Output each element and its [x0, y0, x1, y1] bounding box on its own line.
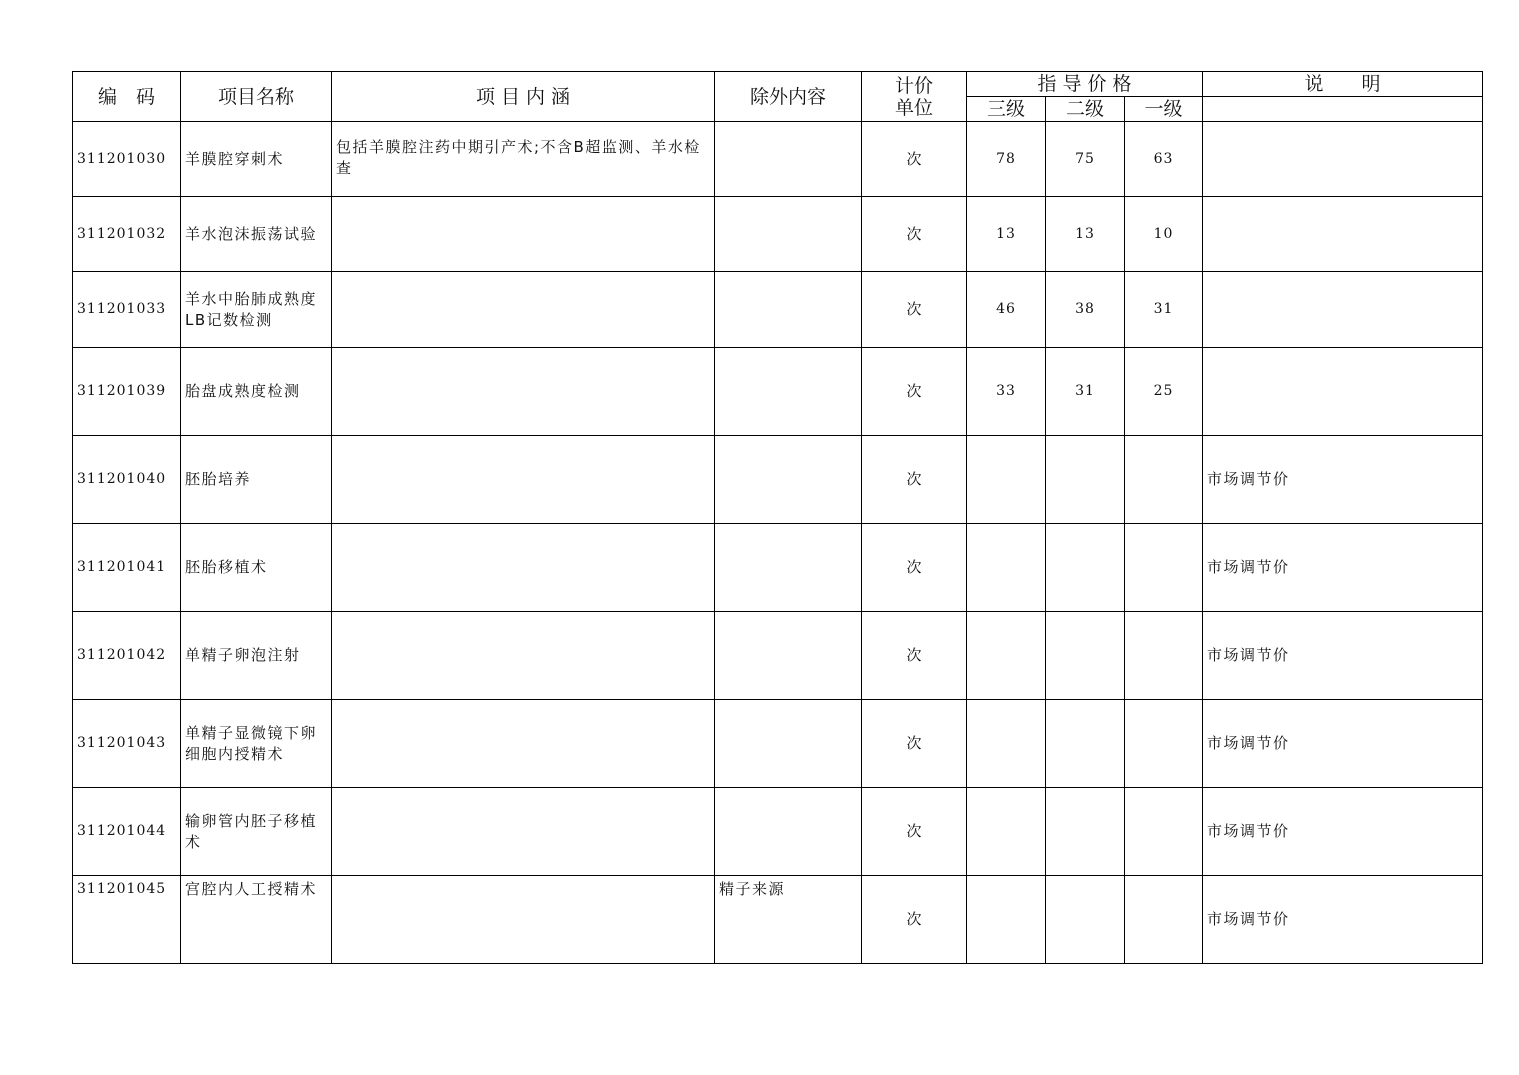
table-row [73, 436, 1483, 524]
excluded-cell [715, 788, 862, 876]
content-cell [332, 788, 715, 876]
price-level2-cell [1046, 436, 1125, 524]
content-cell [332, 876, 715, 964]
note-cell: 市场调节价 [1203, 436, 1483, 524]
note-cell [1203, 122, 1483, 197]
price-level3-cell: 46 [967, 272, 1046, 348]
content-cell [332, 524, 715, 612]
price-level2-cell: 38 [1046, 272, 1125, 348]
header-level1: 一级 [1125, 97, 1203, 122]
code-cell: 311201041 [73, 524, 181, 612]
table-row [73, 876, 1483, 964]
table-body [73, 122, 1483, 964]
name-cell: 羊水中胎肺成熟度LB记数检测 [181, 272, 332, 348]
price-level3-cell [967, 788, 1046, 876]
note-cell [1203, 272, 1483, 348]
table-row [73, 700, 1483, 788]
code-cell: 311201045 [73, 876, 181, 964]
price-level2-cell [1046, 700, 1125, 788]
unit-cell: 次 [862, 788, 967, 876]
price-level2-cell [1046, 788, 1125, 876]
table-row [73, 348, 1483, 436]
header-note: 说 明 [1203, 72, 1483, 97]
header-name: 项目名称 [181, 72, 332, 122]
excluded-cell [715, 436, 862, 524]
header-unit [862, 72, 967, 122]
price-level2-cell [1046, 612, 1125, 700]
name-cell: 输卵管内胚子移植术 [181, 788, 332, 876]
table-row [73, 272, 1483, 348]
header-note-sub [1203, 97, 1483, 122]
price-level1-cell: 31 [1125, 272, 1203, 348]
name-cell: 单精子显微镜下卵细胞内授精术 [181, 700, 332, 788]
code-cell: 311201040 [73, 436, 181, 524]
note-cell [1203, 197, 1483, 272]
excluded-cell [715, 700, 862, 788]
price-level1-cell [1125, 612, 1203, 700]
price-table [72, 71, 1483, 964]
note-cell: 市场调节价 [1203, 700, 1483, 788]
header-excluded: 除外内容 [715, 72, 862, 122]
excluded-cell [715, 272, 862, 348]
content-cell [332, 612, 715, 700]
price-level1-cell [1125, 700, 1203, 788]
excluded-cell [715, 122, 862, 197]
price-level2-cell: 31 [1046, 348, 1125, 436]
content-cell [332, 436, 715, 524]
name-cell: 胚胎培养 [181, 436, 332, 524]
name-cell: 胎盘成熟度检测 [181, 348, 332, 436]
price-level3-cell: 13 [967, 197, 1046, 272]
price-level2-cell [1046, 876, 1125, 964]
price-level1-cell: 25 [1125, 348, 1203, 436]
code-cell: 311201042 [73, 612, 181, 700]
price-level1-cell [1125, 524, 1203, 612]
price-level2-cell: 75 [1046, 122, 1125, 197]
name-cell: 宫腔内人工授精术 [181, 876, 332, 964]
code-cell: 311201044 [73, 788, 181, 876]
price-level3-cell: 78 [967, 122, 1046, 197]
excluded-cell [715, 197, 862, 272]
table-row [73, 788, 1483, 876]
content-cell [332, 348, 715, 436]
table-row [73, 122, 1483, 197]
name-cell: 羊水泡沫振荡试验 [181, 197, 332, 272]
unit-cell: 次 [862, 876, 967, 964]
price-level3-cell [967, 612, 1046, 700]
header-unit-line1: 计价 [894, 74, 933, 97]
excluded-cell [715, 524, 862, 612]
note-cell: 市场调节价 [1203, 612, 1483, 700]
note-cell: 市场调节价 [1203, 788, 1483, 876]
excluded-cell [715, 612, 862, 700]
code-cell: 311201033 [73, 272, 181, 348]
content-cell [332, 700, 715, 788]
price-level1-cell [1125, 436, 1203, 524]
price-level3-cell [967, 876, 1046, 964]
header-code: 编 码 [73, 72, 181, 122]
table-row [73, 197, 1483, 272]
price-level1-cell [1125, 788, 1203, 876]
note-cell: 市场调节价 [1203, 524, 1483, 612]
price-level1-cell: 63 [1125, 122, 1203, 197]
price-level3-cell [967, 700, 1046, 788]
code-cell: 311201043 [73, 700, 181, 788]
content-cell [332, 197, 715, 272]
content-cell [332, 272, 715, 348]
unit-cell: 次 [862, 197, 967, 272]
unit-cell: 次 [862, 436, 967, 524]
note-cell [1203, 348, 1483, 436]
unit-cell: 次 [862, 122, 967, 197]
unit-cell: 次 [862, 524, 967, 612]
unit-cell: 次 [862, 348, 967, 436]
name-cell: 单精子卵泡注射 [181, 612, 332, 700]
code-cell: 311201030 [73, 122, 181, 197]
table-row [73, 612, 1483, 700]
note-cell: 市场调节价 [1203, 876, 1483, 964]
code-cell: 311201039 [73, 348, 181, 436]
content-cell: 包括羊膜腔注药中期引产术;不含B超监测、羊水检查 [332, 122, 715, 197]
header-level3: 三级 [967, 97, 1046, 122]
price-level1-cell: 10 [1125, 197, 1203, 272]
excluded-cell: 精子来源 [715, 876, 862, 964]
name-cell: 胚胎移植术 [181, 524, 332, 612]
price-level3-cell [967, 436, 1046, 524]
name-cell: 羊膜腔穿刺术 [181, 122, 332, 197]
header-unit-line2: 单位 [894, 96, 933, 119]
code-cell: 311201032 [73, 197, 181, 272]
header-content: 项 目 内 涵 [332, 72, 715, 122]
excluded-cell [715, 348, 862, 436]
unit-cell: 次 [862, 272, 967, 348]
price-sheet [72, 71, 1482, 965]
unit-cell: 次 [862, 612, 967, 700]
unit-cell: 次 [862, 700, 967, 788]
price-level3-cell [967, 524, 1046, 612]
price-level2-cell [1046, 524, 1125, 612]
price-level1-cell [1125, 876, 1203, 964]
price-level3-cell: 33 [967, 348, 1046, 436]
price-level2-cell: 13 [1046, 197, 1125, 272]
header-price-group: 指 导 价 格 [967, 72, 1203, 97]
table-row [73, 524, 1483, 612]
header-level2: 二级 [1046, 97, 1125, 122]
